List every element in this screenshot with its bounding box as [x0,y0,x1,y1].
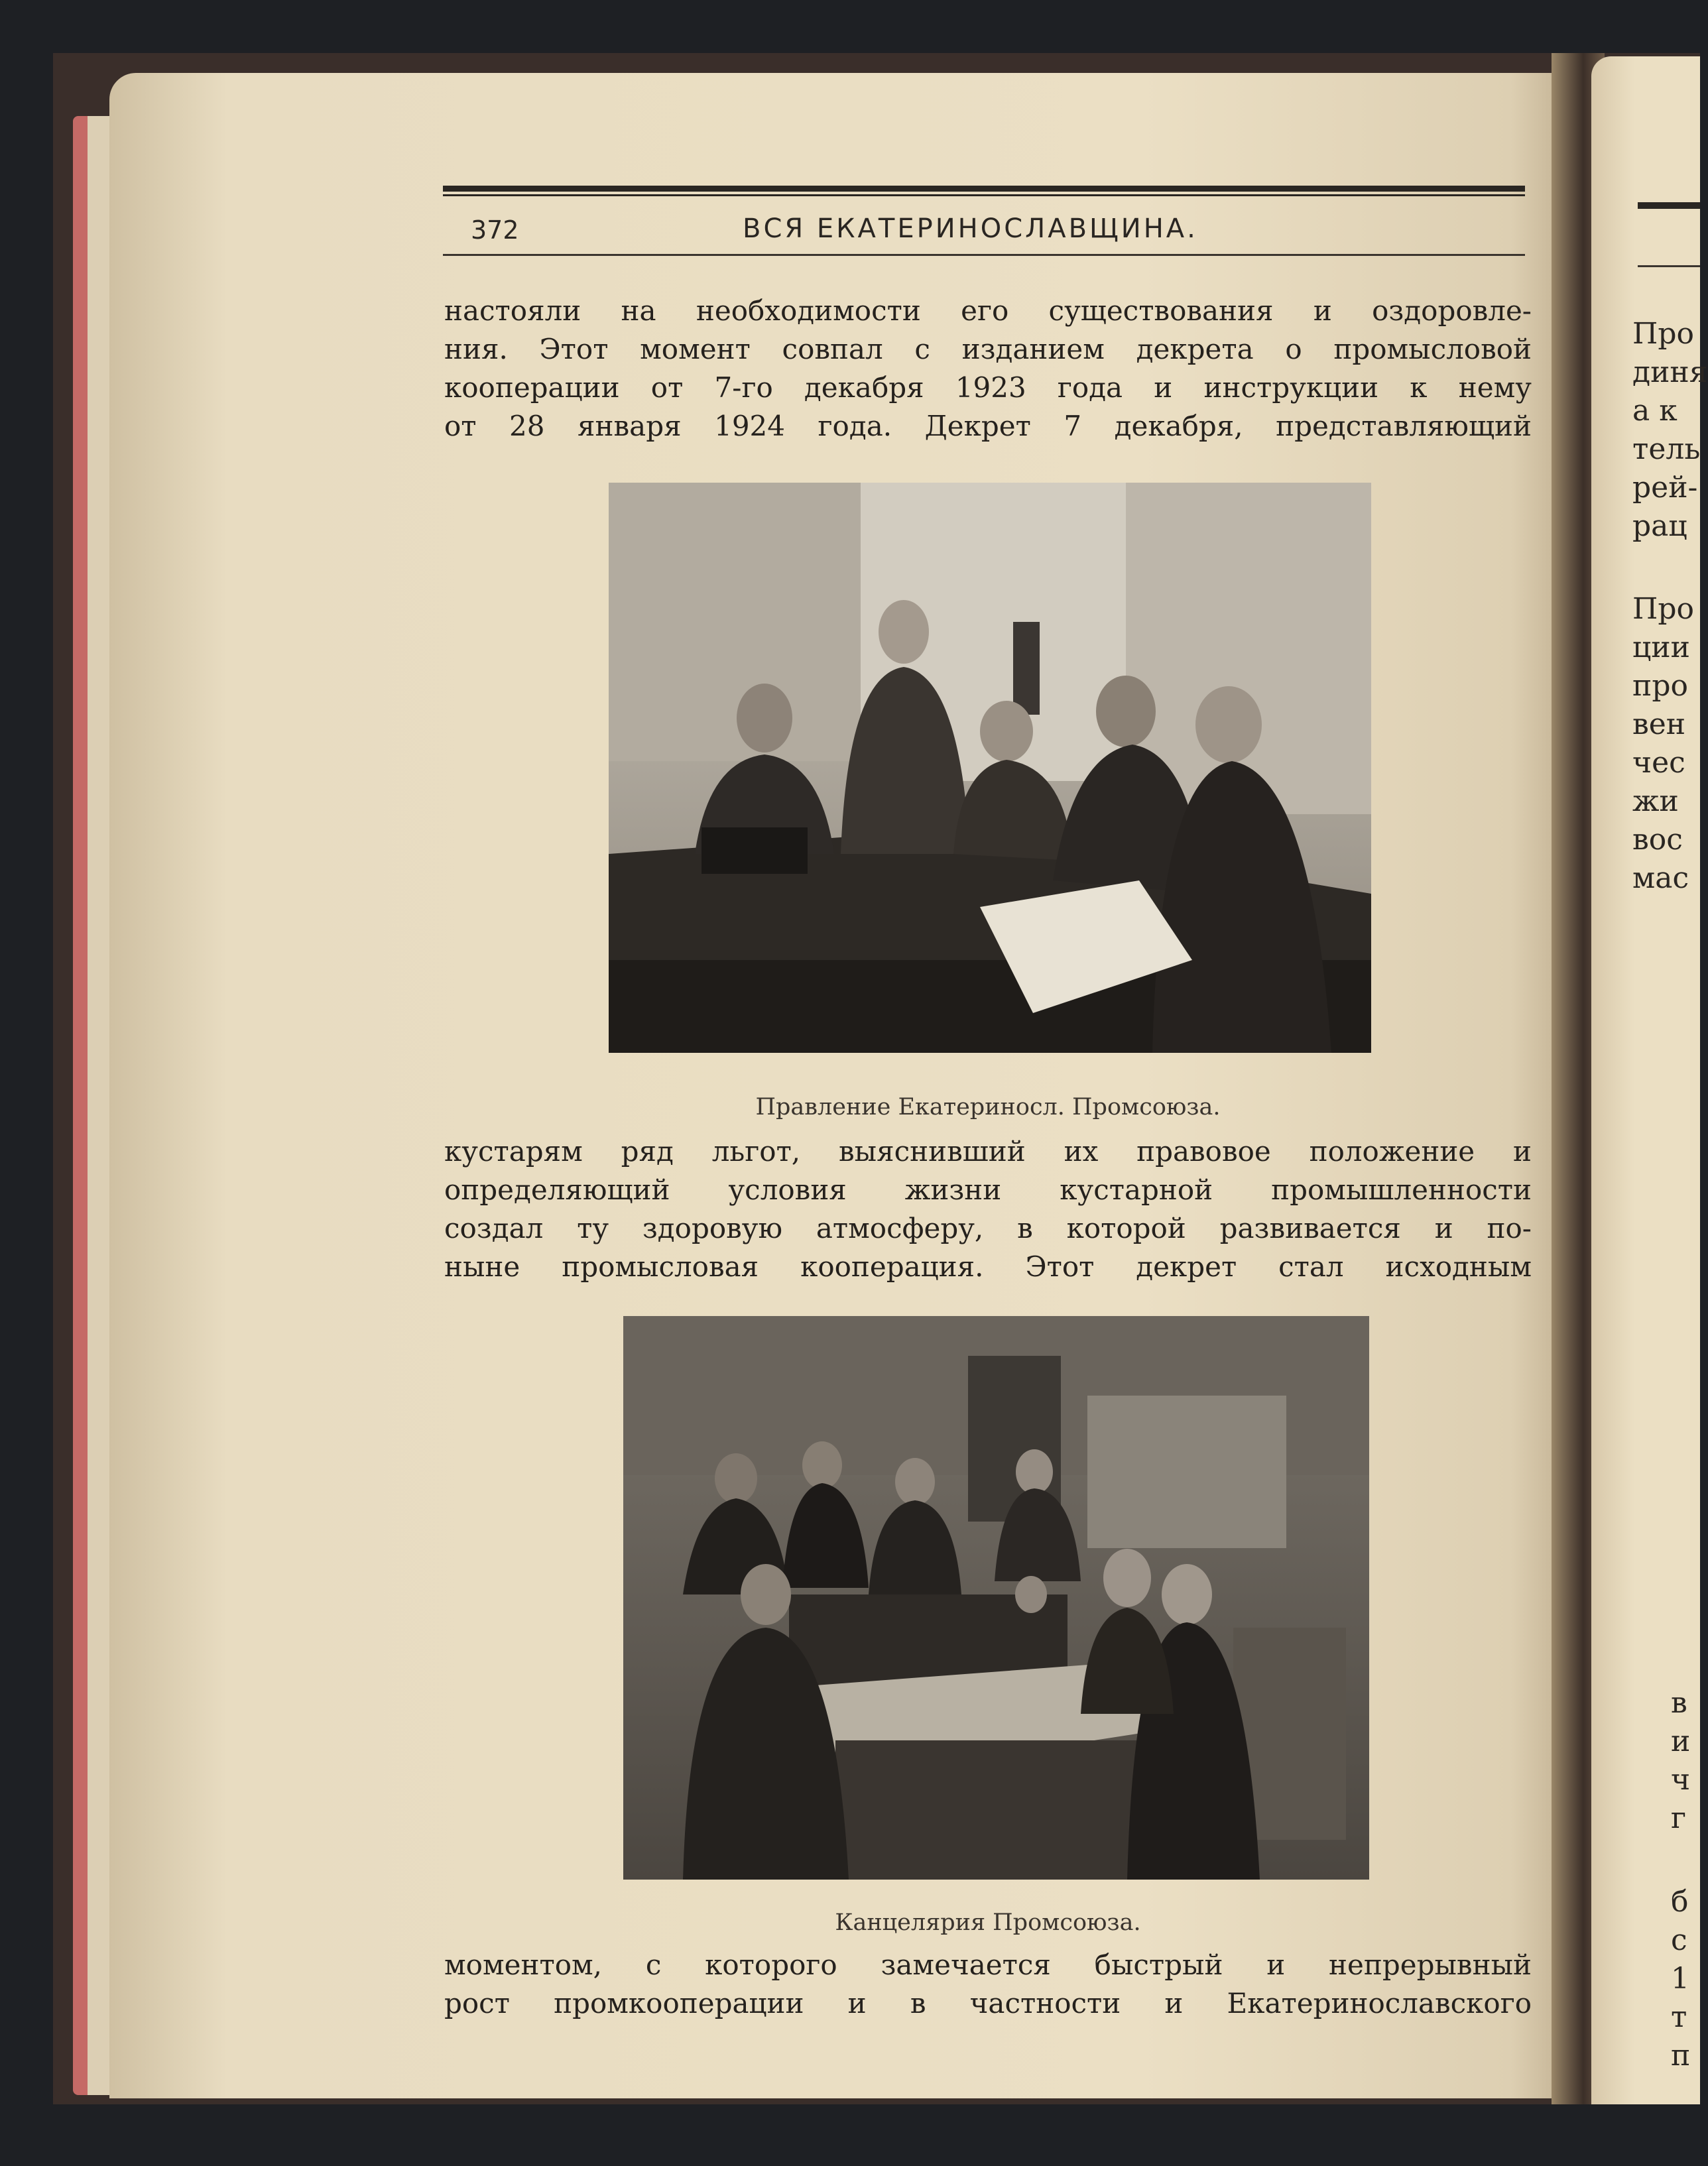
right-page-block-4 [1671,1883,1690,2075]
text-fragment: мас [1632,861,1689,895]
text-fragment: т [1671,2000,1687,2034]
right-page-header-rule [1638,202,1700,209]
text-fragment: жи [1632,784,1679,818]
right-page-header-underline [1638,265,1700,267]
text-line: от 28 января 1924 года. Декрет 7 декабря, представляющий [444,410,1532,442]
text-fragment: Про [1632,592,1695,626]
text-fragment: Про [1632,317,1695,351]
text-fragment: г [1671,1801,1687,1835]
text-line: моментом, с которого замечается быстрый и непрерывный [444,1949,1532,1981]
page-number: 372 [471,215,519,245]
text-fragment: чес [1632,746,1685,780]
photo-board-meeting [609,483,1371,1053]
text-fragment: рей- [1632,471,1698,505]
text-fragment: б [1671,1885,1689,1919]
text-line: ния. Этот момент совпал с изданием декрета о промысловой [444,333,1532,365]
header-underline [443,254,1525,256]
paragraph-2 [444,1132,1532,1286]
text-fragment: с [1671,1923,1687,1957]
text-fragment: ции [1632,631,1690,664]
photo-office [623,1316,1369,1880]
text-fragment: и [1671,1724,1691,1758]
photo-office-image [623,1316,1369,1880]
paragraph-3 [444,1946,1532,2023]
text-fragment: диня [1632,355,1708,389]
text-fragment: в [1671,1686,1687,1720]
right-page-block-1 [1632,315,1708,546]
right-page-block-3 [1671,1684,1690,1838]
text-fragment: ч [1671,1763,1691,1797]
paragraph-1 [444,292,1532,446]
text-line: кооперации от 7-го декабря 1923 года и инструкции к нему [444,371,1532,404]
text-fragment: про [1632,669,1688,703]
figure-1-caption: Правление Екатериносл. Промсоюза. [755,1094,1221,1120]
header-rule-thin [443,194,1525,196]
text-fragment: п [1671,2039,1691,2073]
text-line: настояли на необходимости его существования и оздоровле- [444,294,1532,327]
text-fragment: 1 [1671,1962,1689,1996]
text-line: ныне промысловая кооперация. Этот декрет стал исходным [444,1250,1532,1283]
text-fragment: вен [1632,707,1686,741]
running-title: ВСЯ ЕКАТЕРИНОСЛАВЩИНА. [743,213,1198,244]
text-fragment: тель [1632,432,1701,466]
header-rule-thick [443,186,1525,192]
text-line: рост промкооперации и в частности и Екатеринославского [444,1987,1532,2019]
text-fragment: рац [1632,509,1687,543]
text-fragment: вос [1632,823,1683,857]
text-line: создал ту здоровую атмосферу, в которой развивается и по- [444,1212,1532,1244]
right-page-block-2 [1632,590,1694,898]
figure-2-caption: Канцелярия Промсоюза. [835,1909,1141,1936]
text-fragment: а к [1632,394,1677,428]
photo-board-meeting-image [609,483,1371,1053]
text-line: кустарям ряд льгот, выяснивший их правовое положение и [444,1135,1532,1168]
text-line: определяющий условия жизни кустарной промышленности [444,1173,1532,1206]
